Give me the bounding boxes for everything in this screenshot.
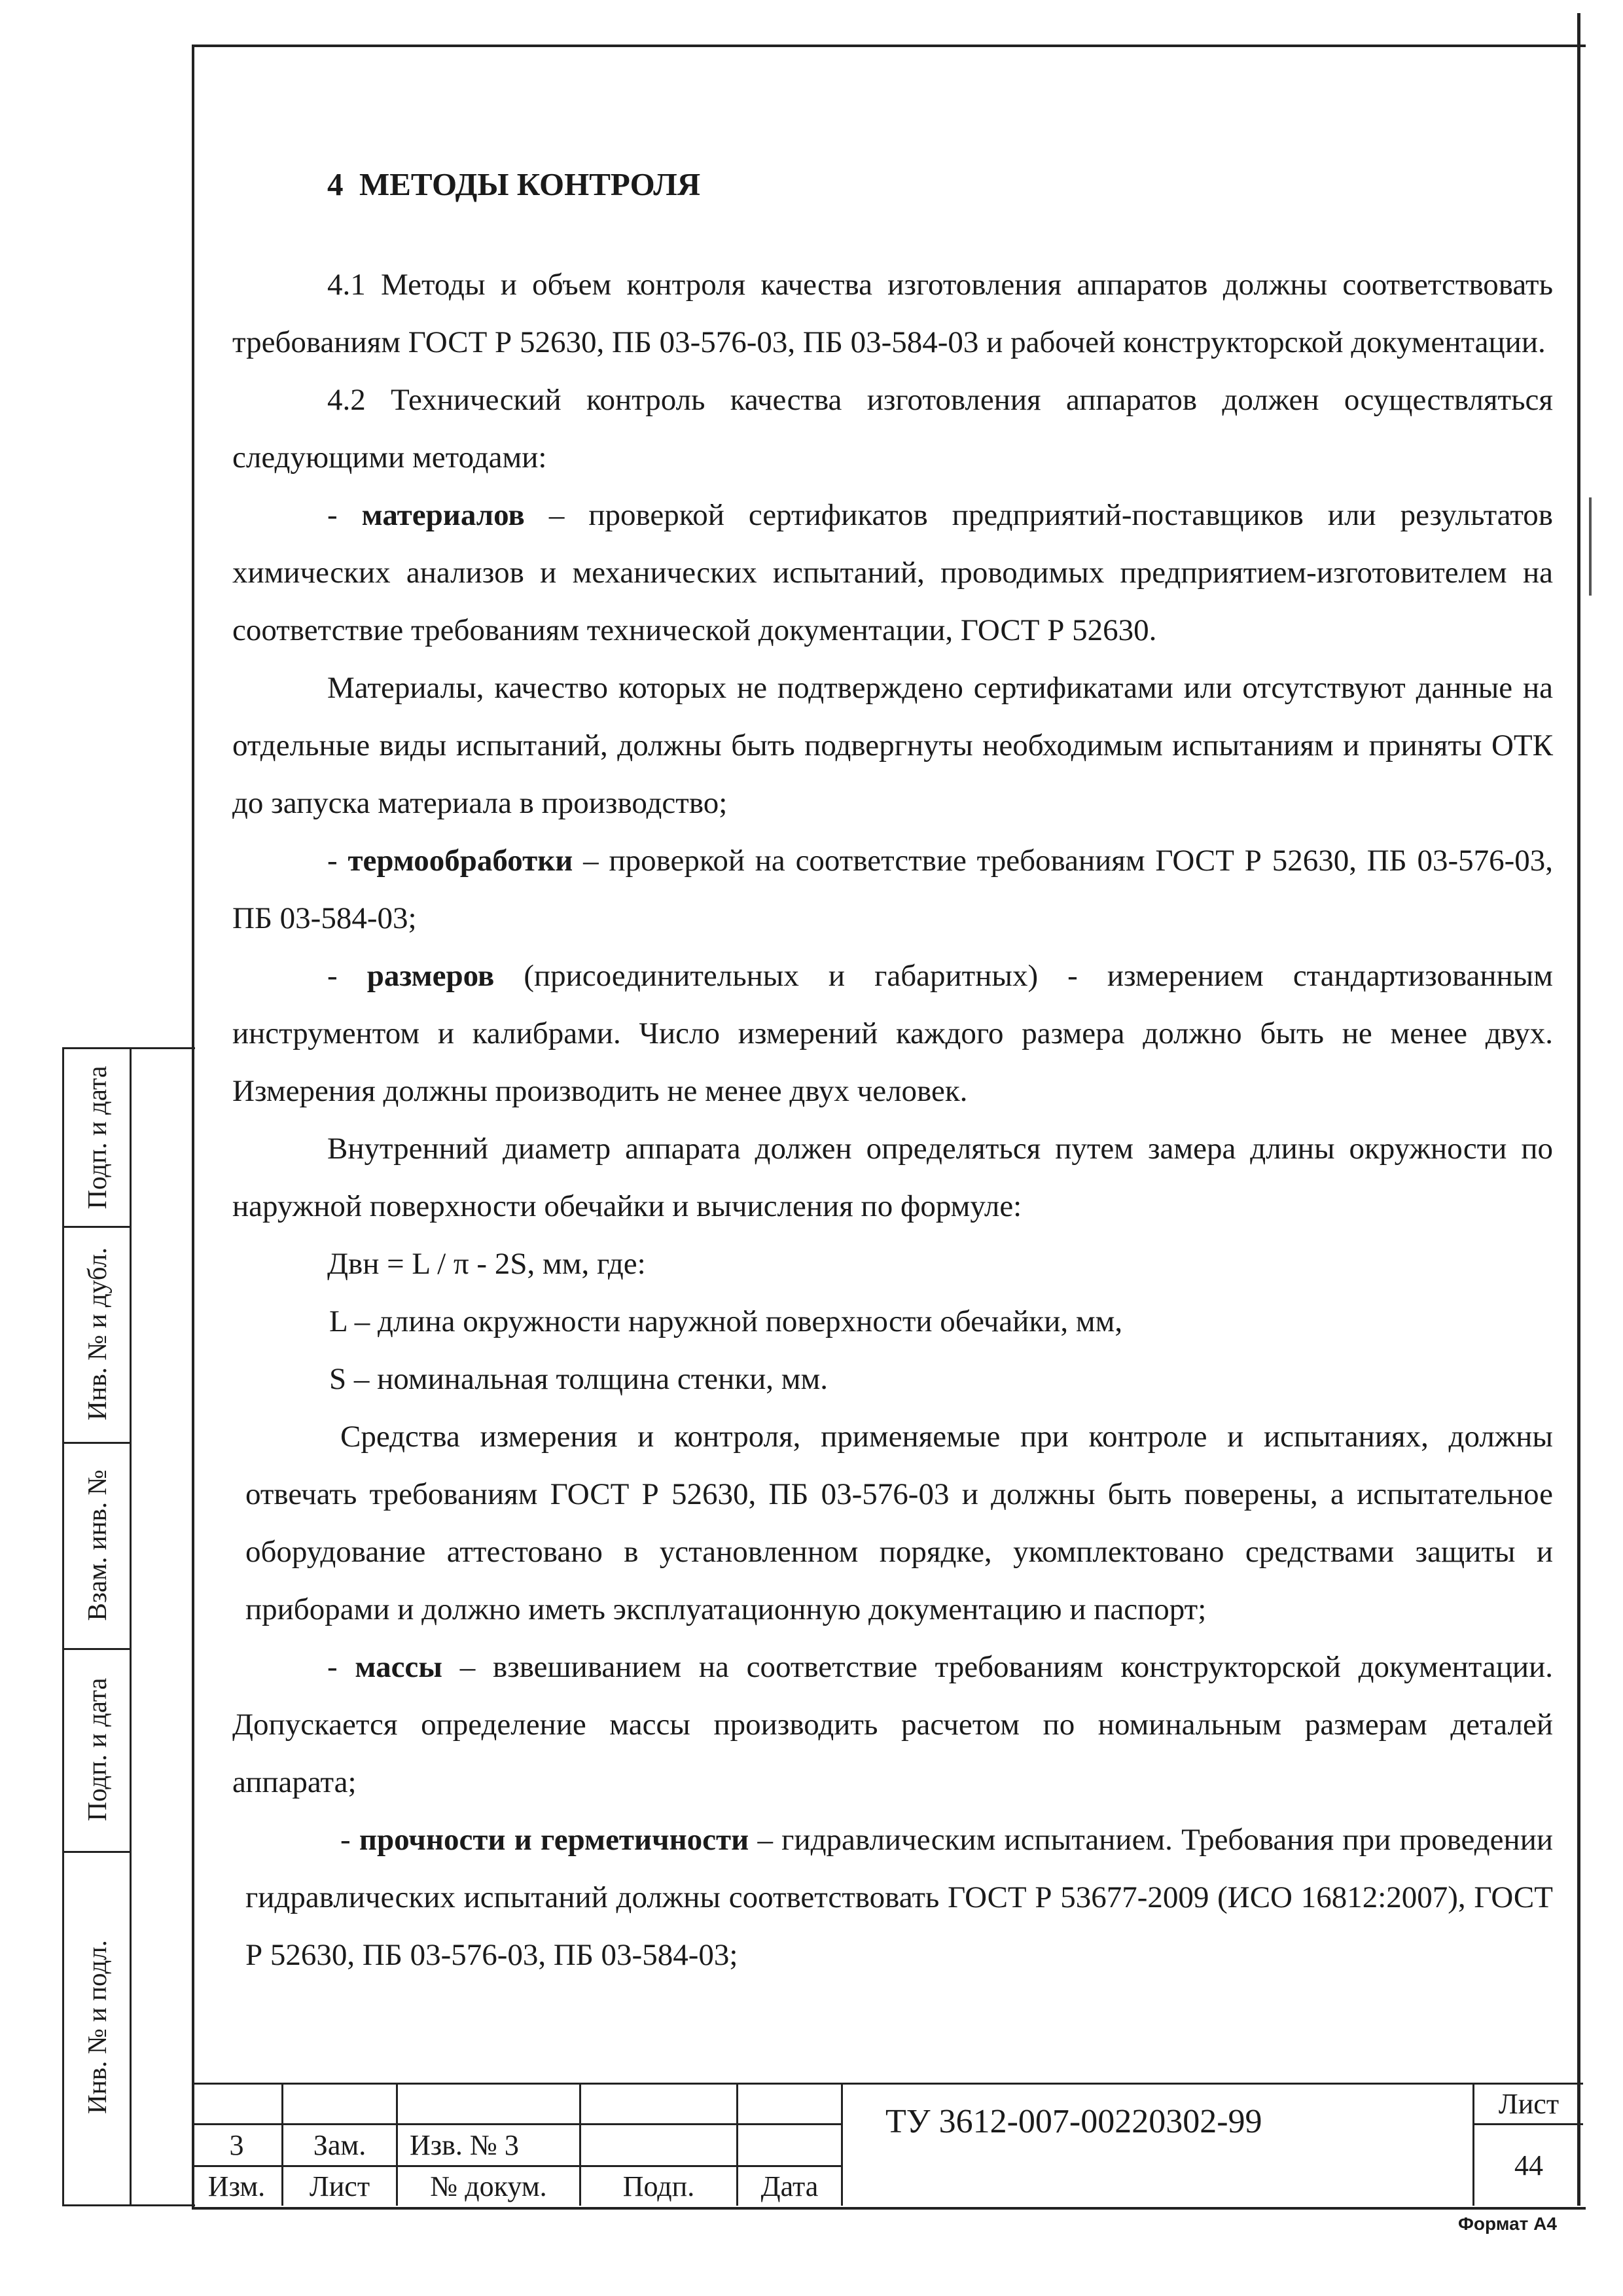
stamp-cell-empty-3 [398, 2083, 581, 2123]
format-label: Формат А4 [1458, 2214, 1557, 2234]
margin-label-replace-inv: Взам. инв. № [82, 1469, 112, 1621]
stamp-header-doc: № докум. [398, 2165, 581, 2206]
paragraph-4-2: 4.2 Технический контроль качества изготовления аппаратов должен осуществляться следующими методами: [232, 383, 1553, 475]
document-body [232, 156, 1553, 1984]
term-strength: прочности и герметичности [359, 1823, 749, 1857]
margin-cell-5 [64, 1851, 130, 2202]
formula: Двн = L / π - 2S, мм, где: [327, 1247, 646, 1281]
section-number: 4 [327, 166, 344, 202]
margin-mark [1589, 497, 1592, 596]
margin-cell-4 [64, 1648, 130, 1853]
document-code: ТУ 3612-007-00220302-99 [885, 2103, 1262, 2140]
paragraph-materials: - материалов – проверкой сертификатов предприятий-поставщиков или результатов химических анализов и механических испытаний, проводимых предприятием-изготовителем на соответствие требованиям технической документации, ГОСТ Р 52630. [232, 498, 1553, 647]
margin-cell-1 [64, 1049, 130, 1228]
margin-cell-3 [64, 1442, 130, 1650]
stamp-change-sheet: Зам. [283, 2123, 398, 2165]
term-mass: массы [355, 1650, 442, 1684]
term-materials: материалов [361, 498, 525, 532]
definition-l: L – длина окружности наружной поверхности обечайки, мм, [329, 1304, 1123, 1338]
section-heading [327, 156, 1553, 213]
margin-cell-2 [64, 1226, 130, 1444]
stamp-cell-empty-5 [738, 2083, 843, 2123]
paragraph-heat-treatment: - термообработки – проверкой на соответствие требованиям ГОСТ Р 52630, ПБ 03-576-03, ПБ 03-584-03; [232, 844, 1553, 935]
stamp-header-sign: Подп. [581, 2165, 738, 2206]
section-title: МЕТОДЫ КОНТРОЛЯ [359, 166, 701, 202]
stamp-header-change: Изм. [192, 2165, 283, 2206]
term-heat-treatment: термообработки [348, 844, 573, 878]
paragraph-4-1: 4.1 Методы и объем контроля качества изготовления аппаратов должны соответствовать требованиям ГОСТ Р 52630, ПБ 03-576-03, ПБ 03-584-03 и рабочей конструкторской документации. [232, 268, 1553, 359]
margin-label-dup-inv: Инв. № и дубл. [82, 1247, 112, 1421]
stamp-change-sign [581, 2123, 738, 2165]
strength-text: – гидравлическим испытанием. Требования при проведении гидравлических испытаний должны соответствовать ГОСТ Р 53677-2009 (ИСО 16812:2007), ГОСТ Р 52630, ПБ 03-576-03, ПБ 03-584-03; [245, 1823, 1553, 1972]
stamp-cell-empty-1 [192, 2083, 283, 2123]
paragraph-materials-note: Материалы, качество которых не подтверждено сертификатами или отсутствуют данные на отдельные виды испытаний, должны быть подвергнуты необходимым испытаниям и приняты ОТК до запуска материала в производство; [232, 671, 1553, 820]
paragraph-diameter: Внутренний диаметр аппарата должен определяться путем замера длины окружности по наружной поверхности обечайки и вычисления по формуле: [232, 1132, 1553, 1223]
mass-text: – взвешиванием на соответствие требованиям конструкторской документации. Допускается определение массы производить расчетом по номинальным размерам деталей аппарата; [232, 1650, 1553, 1799]
paragraph-mass: - массы – взвешиванием на соответствие требованиям конструкторской документации. Допускается определение массы производить расчетом по номинальным размерам деталей аппарата; [232, 1650, 1553, 1799]
left-margin-block [62, 1047, 195, 2206]
margin-label-column [64, 1049, 132, 2204]
stamp-sheet-number: 44 [1474, 2123, 1583, 2206]
margin-label-orig-inv: Инв. № и подл. [82, 1939, 112, 2114]
paragraph-instruments: Средства измерения и контроля, применяемые при контроле и испытаниях, должны отвечать требованиям ГОСТ Р 52630, ПБ 03-576-03 и должны быть поверены, а испытательное оборудование аттестовано в установленном порядке, укомплектовано средствами защиты и приборами и должно иметь эксплуатационную документацию и паспорт; [245, 1420, 1553, 1626]
stamp-code-area [843, 2083, 1474, 2206]
stamp-sheet-label: Лист [1474, 2083, 1583, 2123]
margin-label-sign-date-2: Подп. и дата [82, 1677, 112, 1821]
term-dimensions: размеров [366, 959, 495, 993]
stamp-header-date: Дата [738, 2165, 843, 2206]
title-block [192, 2083, 1583, 2207]
margin-label-sign-date-1: Подп. и дата [82, 1066, 112, 1210]
materials-text: – проверкой сертификатов предприятий-поставщиков или результатов химических анализов и механических испытаний, проводимых предприятием-изготовителем на соответствие требованиям технической документации, ГОСТ Р 52630. [232, 498, 1553, 647]
paragraph-dimensions: - размеров (присоединительных и габаритных) - измерением стандартизованным инструментом и калибрами. Число измерений каждого размера должно быть не менее двух. Измерения должны производить не менее двух человек. [232, 959, 1553, 1108]
stamp-header-sheet: Лист [283, 2165, 398, 2206]
stamp-cell-empty-2 [283, 2083, 398, 2123]
definition-s: S – номинальная толщина стенки, мм. [329, 1362, 828, 1396]
stamp-cell-empty-4 [581, 2083, 738, 2123]
stamp-change-number: 3 [192, 2123, 283, 2165]
stamp-change-date [738, 2123, 843, 2165]
dimensions-text: (присоединительных и габаритных) - измерением стандартизованным инструментом и калибрами. Число измерений каждого размера должно быть не менее двух. Измерения должны производить не менее двух человек. [232, 959, 1553, 1108]
paragraph-strength: - прочности и герметичности – гидравлическим испытанием. Требования при проведении гидравлических испытаний должны соответствовать ГОСТ Р 53677-2009 (ИСО 16812:2007), ГОСТ Р 52630, ПБ 03-576-03, ПБ 03-584-03; [245, 1823, 1553, 1972]
stamp-change-doc: Изв. № 3 [398, 2123, 581, 2165]
heat-treatment-text: – проверкой на соответствие требованиям ГОСТ Р 52630, ПБ 03-576-03, ПБ 03-584-03; [232, 844, 1553, 935]
